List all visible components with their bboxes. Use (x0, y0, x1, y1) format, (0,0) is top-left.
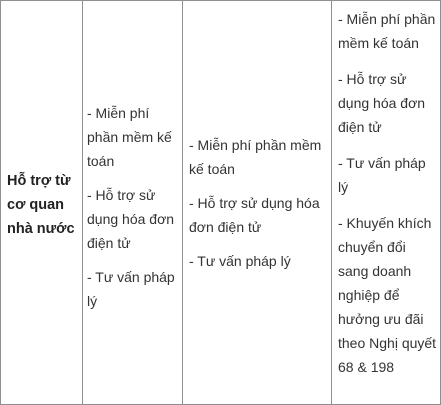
list-item: - Tư vấn pháp lý (189, 253, 291, 269)
cell-option-3-content (338, 7, 437, 391)
list-item: - Miễn phí phần mềm kế toán (189, 137, 322, 177)
row-header-cell (1, 1, 83, 404)
cell-option-1 (83, 1, 183, 404)
cell-option-3 (332, 1, 440, 404)
list-item: - Hỗ trợ sử dụng hóa đơn điện tử (338, 71, 426, 135)
cell-option-1-content (87, 101, 179, 323)
cell-option-2-content (189, 133, 328, 283)
list-item: - Khuyến khích chuyển đổi sang doanh nghiệp để hưởng ưu đãi theo Nghị quyết 68 & 198 (338, 215, 437, 375)
list-item: - Miễn phí phần mềm kế toán (87, 105, 172, 169)
list-item: - Tư vấn pháp lý (338, 155, 426, 195)
list-item: - Tư vấn pháp lý (87, 269, 175, 309)
list-item: - Hỗ trợ sử dụng hóa đơn điện tử (189, 195, 320, 235)
row-header-label: Hỗ trợ từ cơ quan nhà nước (7, 173, 75, 237)
list-item: - Hỗ trợ sử dụng hóa đơn điện tử (87, 187, 175, 251)
list-item: - Miễn phí phần mềm kế toán (338, 11, 436, 51)
cell-option-2 (183, 1, 332, 404)
